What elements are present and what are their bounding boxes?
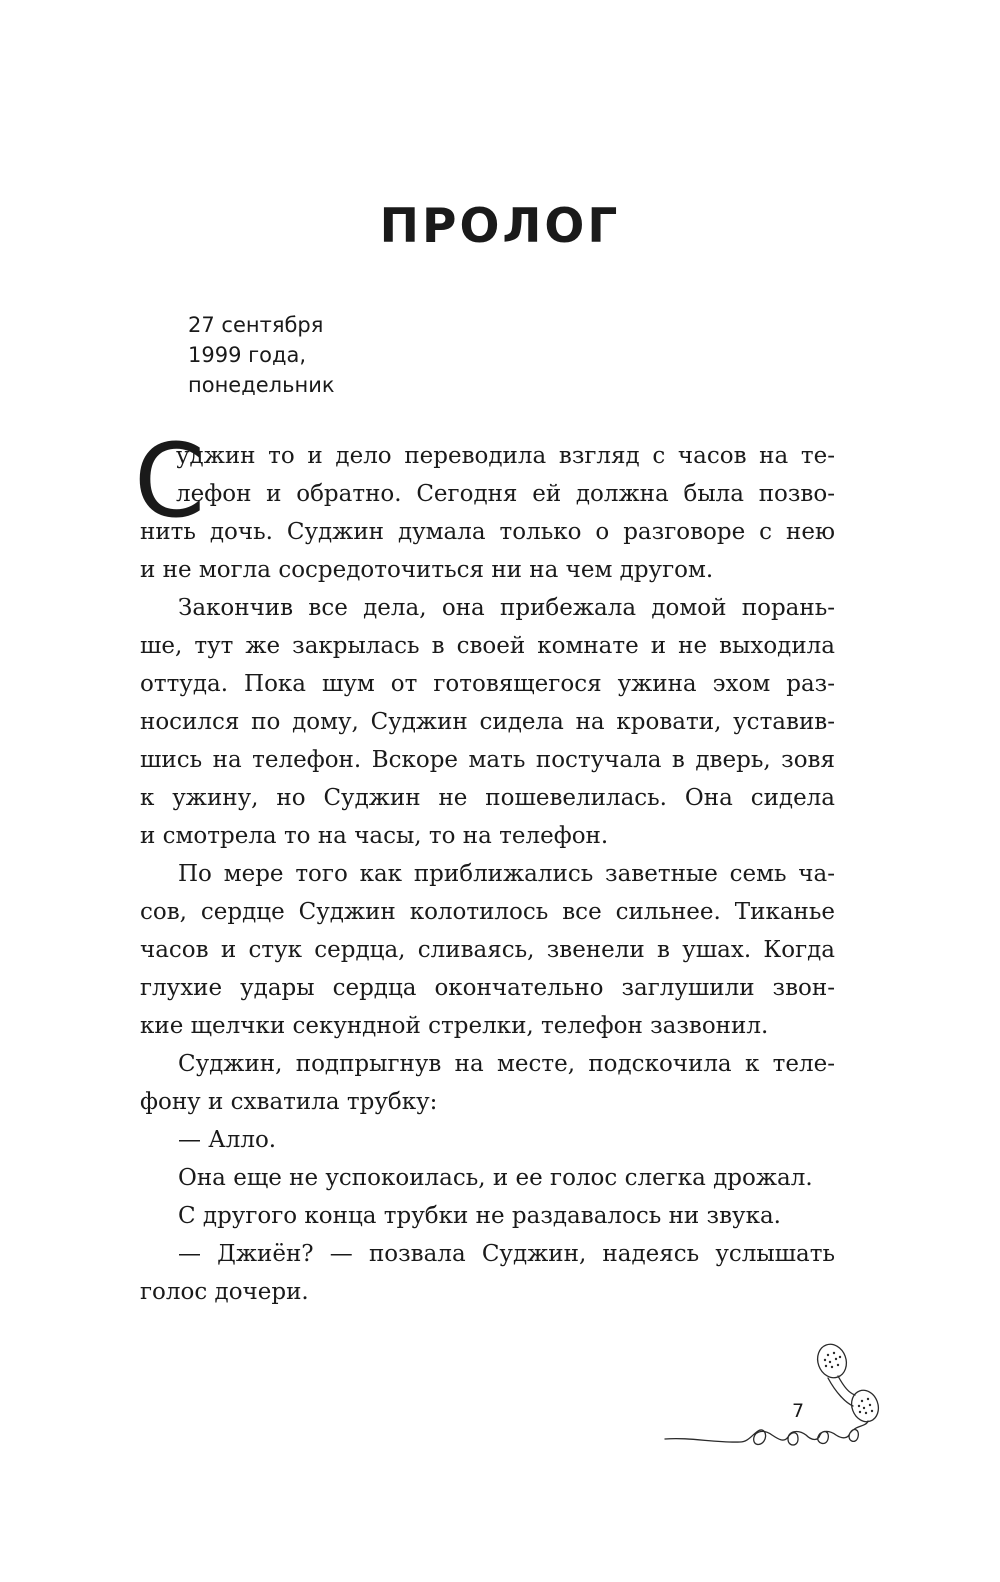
text-line: и не могла сосредоточиться ни на чем другом. <box>140 557 714 583</box>
text-line: Закончив все дела, она прибежала домой порань- <box>178 595 835 621</box>
text-line: Суджин, подпрыгнув на месте, подскочила к теле- <box>178 1051 835 1077</box>
text-line: — Джиён? — позвала Суджин, надеясь услышать <box>178 1241 835 1267</box>
date-line: 27 сентября <box>188 313 324 337</box>
date-line: 1999 года, <box>188 343 307 367</box>
chapter-title: ПРОЛОГ <box>379 199 621 254</box>
text-line: С другого конца трубки не раздавалось ни звука. <box>178 1203 781 1229</box>
text-line: шись на телефон. Вскоре мать постучала в дверь, зовя <box>140 747 835 773</box>
text-line: кие щелчки секундной стрелки, телефон зазвонил. <box>140 1013 769 1039</box>
text-line: часов и стук сердца, сливаясь, звенели в ушах. Когда <box>140 937 835 963</box>
telephone-handset-icon <box>660 1335 885 1475</box>
text-line: лефон и обратно. Сегодня ей должна была позво- <box>176 481 835 507</box>
text-line: глухие удары сердца окончательно заглушили звон- <box>140 975 835 1001</box>
text-line: фону и схватила трубку: <box>140 1089 438 1115</box>
date-line: понедельник <box>188 373 335 397</box>
text-line: По мере того как приближались заветные семь ча- <box>178 861 835 887</box>
date-block <box>188 310 335 400</box>
text-line: уджин то и дело переводила взгляд с часов на те- <box>176 443 835 469</box>
text-line: оттуда. Пока шум от готовящегося ужина эхом раз- <box>140 671 835 697</box>
text-line: голос дочери. <box>140 1279 309 1305</box>
text-line: сов, сердце Суджин колотилось все сильнее. Тиканье <box>140 899 835 925</box>
body-text <box>134 422 835 1311</box>
text-line: к ужину, но Суджин не пошевелилась. Она сидела <box>140 785 835 811</box>
text-line: нить дочь. Суджин думала только о разговоре с нею <box>140 519 835 545</box>
page-number: 7 <box>792 1400 805 1422</box>
text-line: носился по дому, Суджин сидела на кровати, уставив- <box>140 709 835 735</box>
text-line: ше, тут же закрылась в своей комнате и не выходила <box>140 633 835 659</box>
text-line: и смотрела то на часы, то на телефон. <box>140 823 609 849</box>
text-line: Она еще не успокоилась, и ее голос слегка дрожал. <box>178 1165 813 1191</box>
text-line: — Алло. <box>178 1127 277 1153</box>
drop-cap: С <box>134 422 206 541</box>
